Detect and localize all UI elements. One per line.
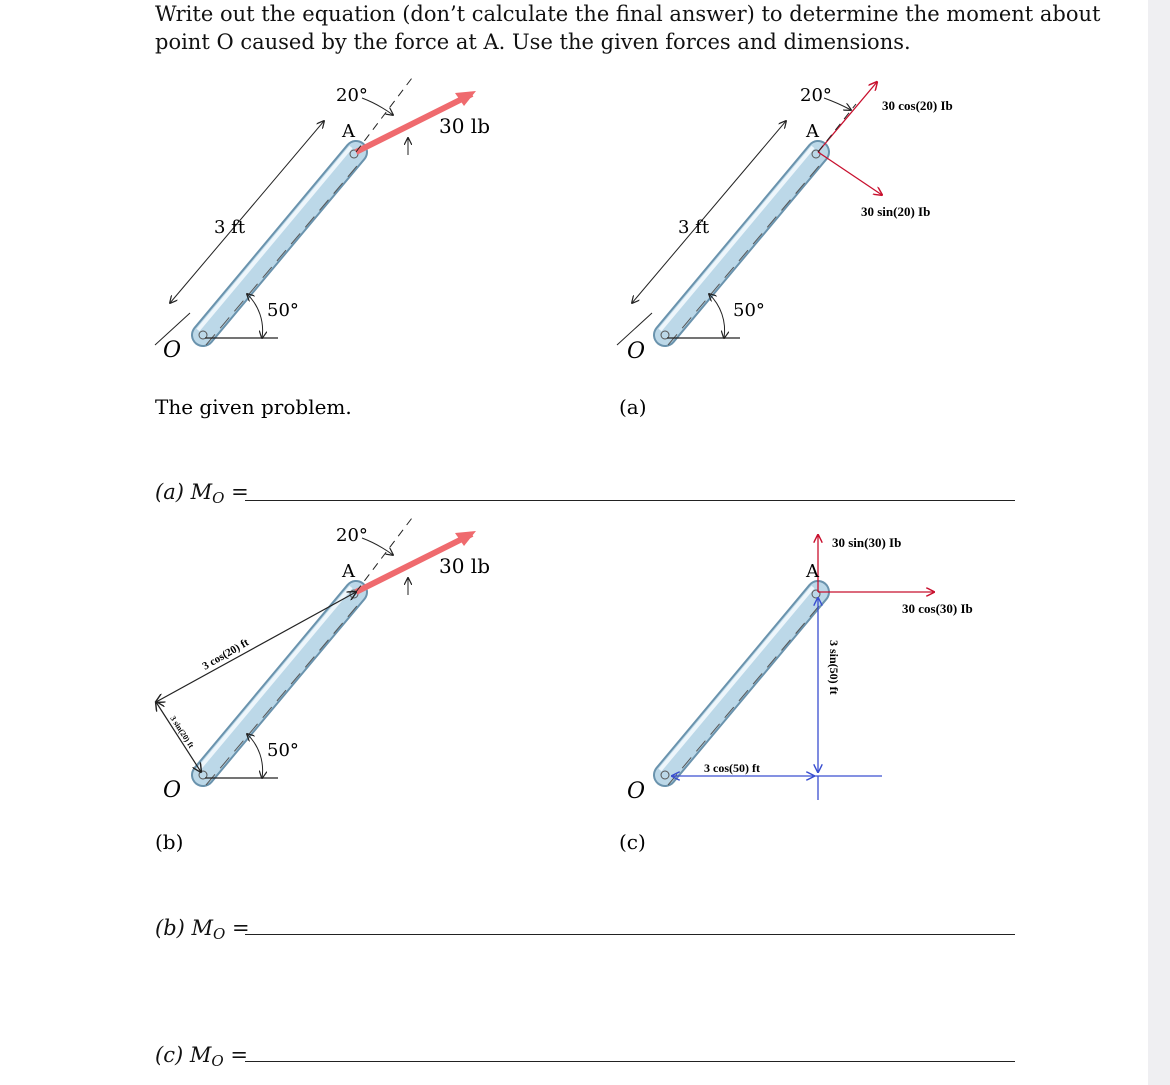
- question-line-2: point O caused by the force at A. Use the given forces and dimensions.: [155, 30, 911, 54]
- answer-a-label: (a) $M_O$ =: [155, 480, 249, 507]
- label-distance-horizontal: 3 cos(50) ft: [704, 761, 760, 775]
- component-vector-sin: [818, 152, 882, 195]
- label-length: 3 ft: [214, 217, 246, 238]
- distance-cos-line: [156, 592, 356, 702]
- label-o: O: [627, 779, 646, 804]
- answer-b-line[interactable]: [245, 934, 1015, 935]
- label-angle-force: 20°: [800, 85, 832, 106]
- answer-c-line[interactable]: [245, 1061, 1015, 1062]
- label-angle-rod: 50°: [267, 740, 299, 761]
- label-o: O: [627, 339, 646, 364]
- answer-a-line[interactable]: [245, 500, 1015, 501]
- answer-c-label: (c) $M_O$ =: [155, 1043, 248, 1070]
- scroll-gutter: [1148, 0, 1170, 1085]
- label-distance-vertical: 3 sin(50) ft: [827, 640, 841, 695]
- caption-b: (b): [155, 830, 184, 854]
- figure-a: [617, 82, 953, 419]
- caption-a: (a): [619, 395, 647, 419]
- label-angle-rod: 50°: [267, 300, 299, 321]
- label-a: A: [806, 561, 819, 582]
- figure-given: [155, 74, 490, 419]
- label-o: O: [163, 778, 182, 803]
- label-a: A: [342, 121, 355, 142]
- rod: [660, 587, 824, 785]
- label-angle-rod: 50°: [733, 300, 765, 321]
- label-force: 30 lb: [439, 554, 491, 578]
- label-component-horizontal: 30 cos(30) Ib: [902, 601, 973, 616]
- label-distance-cos: 3 cos(20) ft: [200, 636, 251, 673]
- label-force: 30 lb: [439, 114, 491, 138]
- question-line-1: Write out the equation (don’t calculate the final answer) to determine the moment about: [155, 2, 1101, 26]
- label-component-vertical: 30 sin(30) Ib: [832, 535, 902, 550]
- label-a: A: [342, 561, 355, 582]
- label-o: O: [163, 338, 182, 363]
- distance-sin-line: [156, 702, 201, 772]
- label-component-sin: 30 sin(20) Ib: [861, 204, 931, 219]
- label-distance-sin: 3 sin(20) ft: [168, 714, 196, 750]
- answer-b-label: (b) $M_O$ =: [155, 916, 250, 943]
- caption-given: The given problem.: [155, 395, 352, 419]
- figure-c: [619, 535, 973, 854]
- caption-c: (c): [619, 830, 646, 854]
- label-angle-force: 20°: [336, 85, 368, 106]
- label-component-cos: 30 cos(20) Ib: [882, 98, 953, 113]
- label-length: 3 ft: [678, 217, 710, 238]
- label-a: A: [806, 121, 819, 142]
- figure-b: [155, 514, 490, 854]
- label-angle-force: 20°: [336, 525, 368, 546]
- angle-arc-50: [247, 294, 263, 338]
